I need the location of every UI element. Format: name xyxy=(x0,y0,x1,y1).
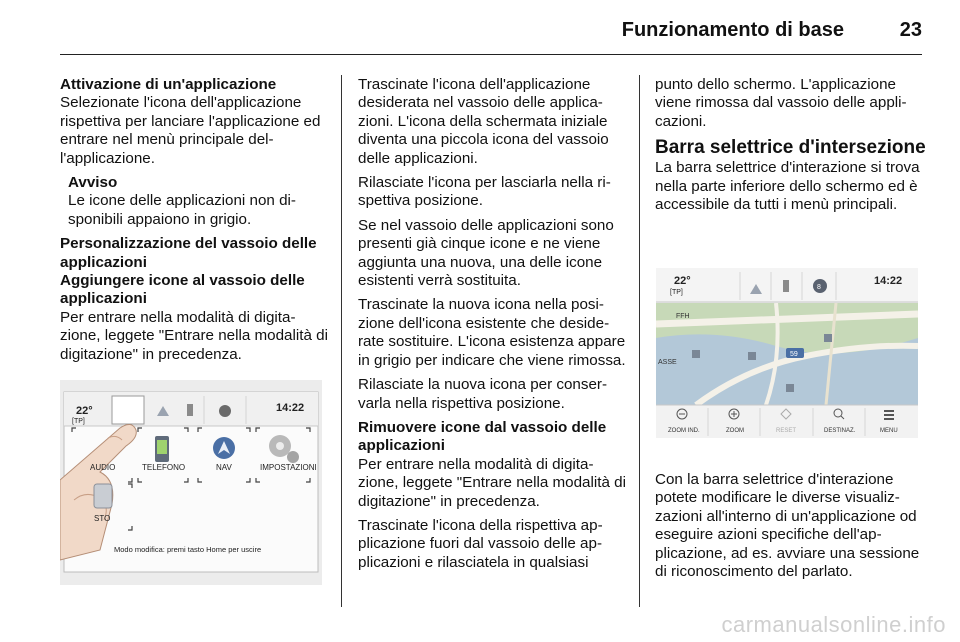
screen1-temperature: 22° xyxy=(76,405,93,417)
tray-phone-icon xyxy=(187,404,193,416)
destination-label: DESTINAZ. xyxy=(824,428,856,434)
dragged-app-icon xyxy=(94,484,112,508)
heading-remove-icons: Rimuovere icone dal vassoio delle applicazioni xyxy=(358,418,607,455)
page-number: 23 xyxy=(899,19,922,41)
column-3 xyxy=(655,76,927,220)
app-label-nav: NAV xyxy=(216,463,232,472)
screen1-tp: [TP] xyxy=(72,418,85,425)
menu-icon xyxy=(884,410,894,412)
paragraph-activate-app: Selezionate l'icona dell'applicazione rispettiva per lanciare l'applicazione ed entrare nel menù principale dell'applicazione. xyxy=(60,94,321,167)
screen2-tp: [TP] xyxy=(670,289,683,296)
reset-label: RESET xyxy=(776,428,797,434)
footer-watermark: carmanualsonline.info xyxy=(721,612,946,637)
poi-marker-4 xyxy=(824,334,832,342)
tray-nav-icon xyxy=(219,405,231,417)
note-box xyxy=(60,174,328,229)
column-divider-1 xyxy=(341,75,342,607)
column-divider-2 xyxy=(639,75,640,607)
page-header xyxy=(60,10,922,55)
note-text: Le icone delle applicazioni non disponibili appaiono in grigio. xyxy=(68,192,296,228)
paragraph-removed: punto dello schermo. L'applicazione viene rimossa dal vassoio delle applicazioni. xyxy=(655,76,907,130)
poi-marker-3 xyxy=(786,384,794,392)
paragraph-add-icons: Per entrare nella modalità di digitazione, leggete "Entrare nella modalità di digitazione" in precedenza. xyxy=(60,308,328,363)
heading-activate-app: Attivazione di un'applicazione xyxy=(60,76,277,93)
page-title: Funzionamento di base xyxy=(621,19,844,41)
edit-mode-hint: Modo modifica: premi tasto Home per uscire xyxy=(114,545,262,554)
poi-marker-1 xyxy=(692,350,700,358)
heading-selector-bar: Barra selettrice d'intersezione xyxy=(655,137,926,159)
nav-app-icon xyxy=(213,437,235,459)
map-label-asse: ASSE xyxy=(658,359,677,366)
paragraph-drag-out: Trascinate l'icona della rispettiva applicazione fuori dal vassoio delle applicazioni e rilasciatela in qualsiasi xyxy=(358,516,603,571)
paragraph-enter-edit-mode: Per entrare nella modalità di digitazione, leggete "Entrare nella modalità di digitazione" in precedenza. xyxy=(358,455,626,510)
paragraph-selector-bar: La barra selettrice d'interazione si trova nella parte inferiore dello schermo ed è accessibile da tutti i menù principali. xyxy=(655,159,920,214)
app-label-partial: STO xyxy=(94,514,111,523)
heading-customize-tray: Personalizzazione del vassoio delle applicazioni xyxy=(60,235,317,271)
header-rule xyxy=(60,54,922,55)
column-2 xyxy=(358,76,628,578)
paragraph-keep-icon: Rilasciate la nuova icona per conservarla nella rispettiva posizione. xyxy=(358,376,608,412)
navigation-screen-illustration xyxy=(656,268,918,438)
home-screen-illustration xyxy=(60,380,322,585)
screen2-time: 14:22 xyxy=(874,275,903,287)
app-label-impostazioni: IMPOSTAZIONI xyxy=(260,463,317,472)
column-1 xyxy=(60,76,328,370)
note-title: Avviso xyxy=(68,174,118,192)
poi-marker-2 xyxy=(748,352,756,360)
heading-add-icons: Aggiungere icone al vassoio delle applicazioni xyxy=(60,272,305,308)
paragraph-selector-bar-usage: Con la barra selettrice d'interazione potete modificare le diverse visualizzazioni all'interno di un'applicazione od eseguire azioni specifiche dell'applicazione, ad es. avviare una sessione di riconoscimento del parlato. xyxy=(655,471,920,581)
tray-phone-icon xyxy=(783,280,789,292)
paragraph-five-icons: Se nel vassoio delle applicazioni sono presenti già cinque icone e ne viene aggiunta una nuova, una delle icone esistenti verrà sostituita. xyxy=(358,216,614,290)
map-label-ffh: FFH xyxy=(676,313,690,320)
zoom-out-label: ZOOM IND. xyxy=(668,428,700,434)
zoom-in-label: ZOOM xyxy=(726,428,744,434)
tray-badge: 8 xyxy=(817,284,821,291)
screen1-time: 14:22 xyxy=(276,402,305,414)
paragraph-drag-icon: Trascinate l'icona dell'applicazione desiderata nel vassoio delle applicazioni. L'icona della schermata iniziale diventa una piccola icona del vassoio delle applicazioni. xyxy=(358,76,609,167)
app-label-audio: AUDIO xyxy=(90,463,116,472)
column-3-bottom xyxy=(655,471,927,587)
paragraph-release-icon: Rilasciate l'icona per lasciarla nella rispettiva posizione. xyxy=(358,174,611,210)
map-area[interactable] xyxy=(656,303,918,405)
app-label-telefono: TELEFONO xyxy=(142,463,186,472)
screen2-temperature: 22° xyxy=(674,275,691,287)
menu-label: MENU xyxy=(880,428,898,434)
paragraph-replace-icon: Trascinate la nuova icona nella posizione dell'icona esistente che desiderate sostituire. L'icona esistenza appare in grigio per indicare che viene rimossa. xyxy=(358,296,626,369)
road-sign-number: 59 xyxy=(790,351,798,358)
